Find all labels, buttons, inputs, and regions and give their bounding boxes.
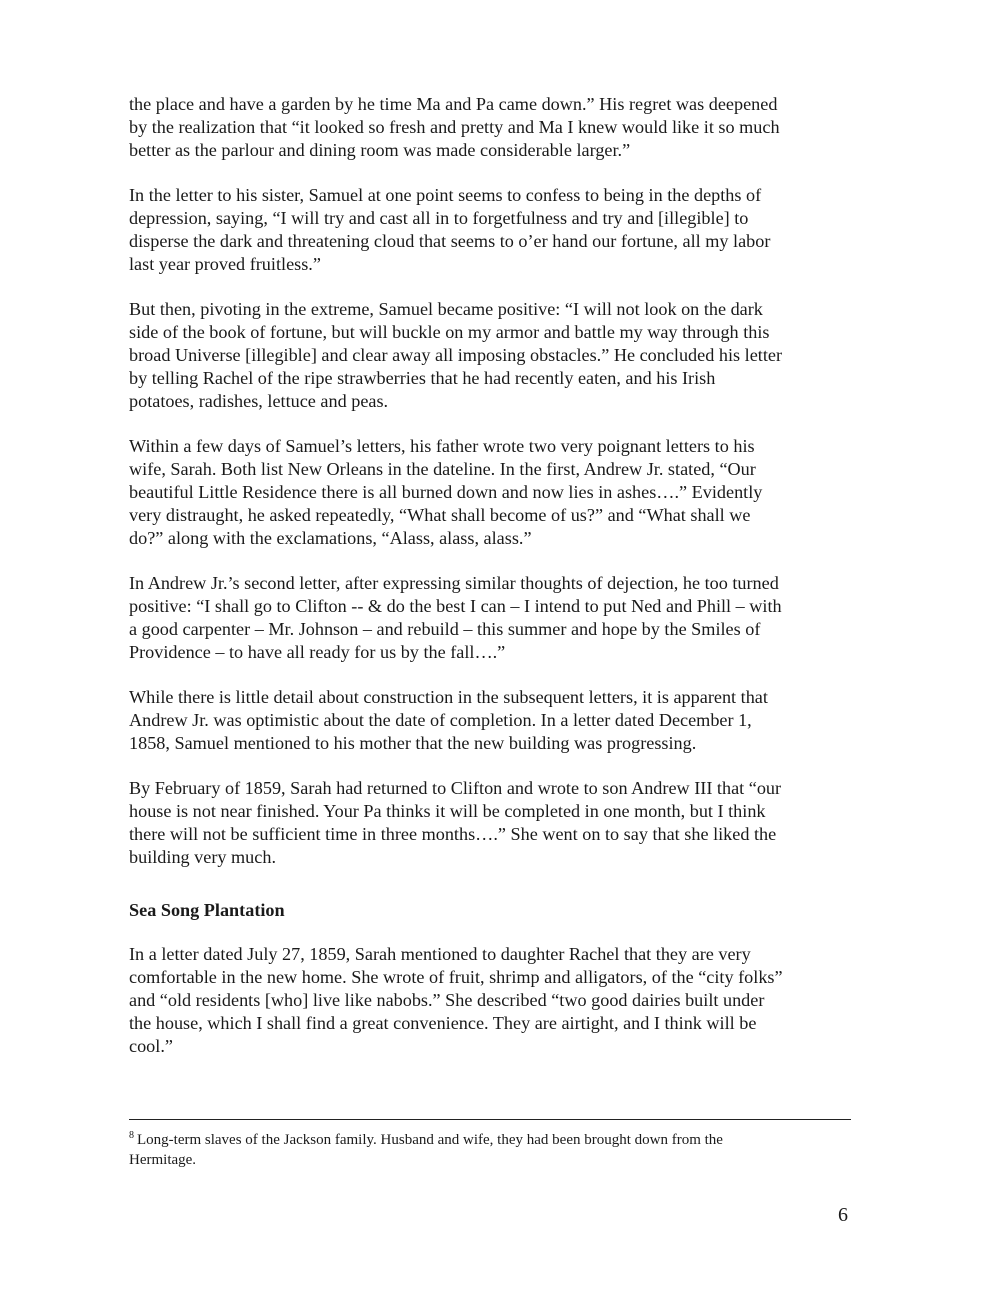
text-line: 1858, Samuel mentioned to his mother that the new building was progressing.	[129, 733, 697, 753]
footnote-line	[129, 1130, 859, 1150]
text-line: and “old residents [who] live like nabobs.” She described “two good dairies built under	[129, 990, 765, 1010]
text-line: last year proved fruitless.”	[129, 254, 321, 274]
page-number: 6	[838, 1204, 848, 1226]
paragraph	[129, 93, 859, 162]
footnote-marker: 8	[129, 1130, 134, 1141]
text-line: house is not near finished. Your Pa thinks it will be completed in one month, but I think	[129, 801, 766, 821]
footnote-divider	[129, 1119, 851, 1120]
text-line: disperse the dark and threatening cloud that seems to o’er hand our fortune, all my labor	[129, 231, 771, 251]
text-line: by the realization that “it looked so fresh and pretty and Ma I knew would like it so much	[129, 117, 780, 137]
text-line: the place and have a garden by he time Ma and Pa came down.” His regret was deepened	[129, 94, 778, 114]
text-line: While there is little detail about construction in the subsequent letters, it is apparent that	[129, 687, 768, 707]
text-line: comfortable in the new home. She wrote of fruit, shrimp and alligators, of the “city folks”	[129, 967, 783, 987]
paragraph	[129, 572, 859, 664]
text-line: In a letter dated July 27, 1859, Sarah mentioned to daughter Rachel that they are very	[129, 944, 751, 964]
text-line: Within a few days of Samuel’s letters, his father wrote two very poignant letters to his	[129, 436, 755, 456]
text-line: But then, pivoting in the extreme, Samuel became positive: “I will not look on the dark	[129, 299, 763, 319]
text-line: side of the book of fortune, but will buckle on my armor and battle my way through this	[129, 322, 770, 342]
paragraph	[129, 184, 859, 276]
text-line: building very much.	[129, 847, 276, 867]
body-text	[129, 93, 859, 1080]
text-line: In Andrew Jr.’s second letter, after expressing similar thoughts of dejection, he too turned	[129, 573, 779, 593]
footnote-line: Hermitage.	[129, 1152, 197, 1168]
text-line: cool.”	[129, 1036, 173, 1056]
text-line: a good carpenter – Mr. Johnson – and rebuild – this summer and hope by the Smiles of	[129, 619, 761, 639]
text-line: very distraught, he asked repeatedly, “What shall become of us?” and “What shall we	[129, 505, 751, 525]
text-line: there will not be sufficient time in three months….” She went on to say that she liked the	[129, 824, 777, 844]
paragraph	[129, 943, 859, 1058]
text-line: potatoes, radishes, lettuce and peas.	[129, 391, 389, 411]
section-heading: Sea Song Plantation	[129, 900, 285, 920]
text-line: In the letter to his sister, Samuel at one point seems to confess to being in the depths of	[129, 185, 762, 205]
paragraph	[129, 686, 859, 755]
text-line: do?” along with the exclamations, “Alass, alass, alass.”	[129, 528, 532, 548]
paragraph	[129, 298, 859, 413]
text-line: By February of 1859, Sarah had returned to Clifton and wrote to son Andrew III that “our	[129, 778, 782, 798]
text-line: wife, Sarah. Both list New Orleans in the dateline. In the first, Andrew Jr. stated, “Our	[129, 459, 756, 479]
text-line: Andrew Jr. was optimistic about the date of completion. In a letter dated December 1,	[129, 710, 752, 730]
paragraph	[129, 435, 859, 550]
text-line: depression, saying, “I will try and cast all in to forgetfulness and try and [illegible] to	[129, 208, 749, 228]
footnote	[129, 1130, 859, 1170]
text-line: by telling Rachel of the ripe strawberries that he had recently eaten, and his Irish	[129, 368, 716, 388]
text-line: the house, which I shall find a great convenience. They are airtight, and I think will be	[129, 1013, 757, 1033]
text-line: beautiful Little Residence there is all burned down and now lies in ashes….” Evidently	[129, 482, 763, 502]
text-line: positive: “I shall go to Clifton -- & do the best I can – I intend to put Ned and Phill – with	[129, 596, 782, 616]
text-line: better as the parlour and dining room was made considerable larger.”	[129, 140, 631, 160]
paragraph	[129, 777, 859, 869]
text-line: Providence – to have all ready for us by the fall….”	[129, 642, 506, 662]
text-line: broad Universe [illegible] and clear away all imposing obstacles.” He concluded his letter	[129, 345, 783, 365]
footnote-text: Long-term slaves of the Jackson family. Husband and wife, they had been brought down from the	[137, 1132, 723, 1148]
